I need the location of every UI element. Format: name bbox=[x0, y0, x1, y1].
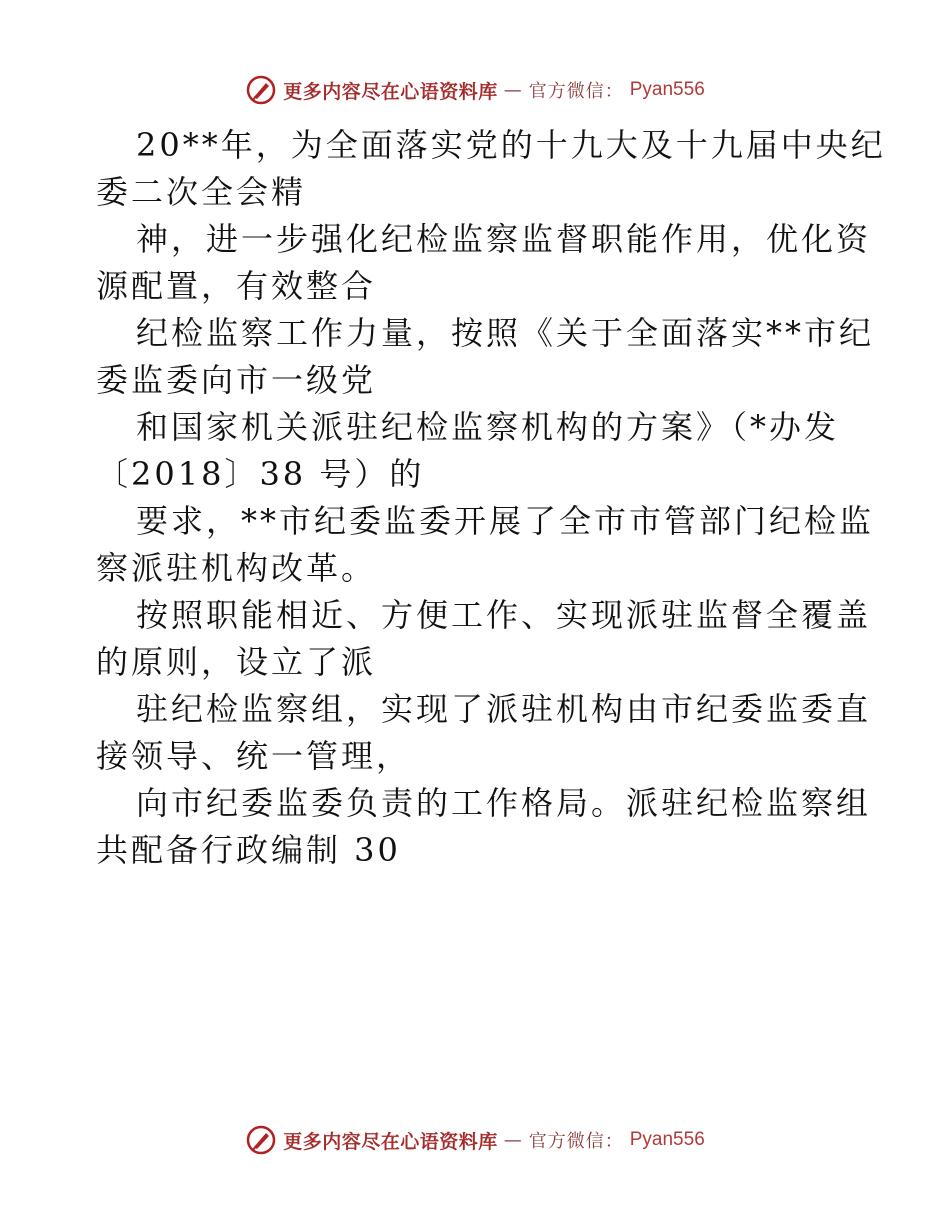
banner-label: 官方微信： bbox=[528, 1131, 624, 1152]
banner-dash: — bbox=[503, 79, 523, 101]
document-body bbox=[96, 122, 886, 874]
paragraph-line: 委二次全会精 bbox=[96, 173, 307, 211]
header-banner bbox=[0, 70, 950, 110]
paragraph-line: 共配备行政编制 30 bbox=[96, 831, 401, 869]
paragraph-line: 按照职能相近、方便工作、实现派驻监督全覆盖 bbox=[136, 596, 872, 634]
banner-prefix: 更多内容尽在心语资料库 bbox=[283, 80, 498, 103]
paragraph-line: 接领导、统一管理， bbox=[96, 737, 412, 775]
paragraph-line: 源配置，有效整合 bbox=[96, 267, 377, 305]
paragraph-line: 和国家机关派驻纪检监察机构的方案》（*办发 bbox=[136, 408, 840, 446]
paragraph-line: 纪检监察工作力量，按照《关于全面落实**市纪 bbox=[136, 314, 875, 352]
banner-prefix: 更多内容尽在心语资料库 bbox=[283, 1130, 498, 1153]
banner-label: 官方微信： bbox=[528, 81, 624, 102]
banner-handle: Pyan556 bbox=[629, 79, 705, 100]
quill-logo-icon bbox=[245, 1124, 277, 1156]
footer-banner bbox=[0, 1120, 950, 1160]
paragraph-line: 神，进一步强化纪检监察监督职能作用，优化资 bbox=[136, 220, 872, 258]
banner-dash: — bbox=[503, 1129, 523, 1151]
paragraph-line: 20**年，为全面落实党的十九大及十九届中央纪 bbox=[136, 126, 886, 164]
paragraph-line: 委监委向市一级党 bbox=[96, 361, 377, 399]
paragraph-line: 向市纪委监委负责的工作格局。派驻纪检监察组 bbox=[136, 784, 872, 822]
paragraph-line: 的原则，设立了派 bbox=[96, 643, 377, 681]
paragraph-line: 驻纪检监察组，实现了派驻机构由市纪委监委直 bbox=[136, 690, 872, 728]
banner-handle: Pyan556 bbox=[629, 1129, 705, 1150]
paragraph-line: 察派驻机构改革。 bbox=[96, 549, 377, 587]
paragraph-line: 〔2018〕38 号）的 bbox=[96, 455, 425, 493]
paragraph-line: 要求，**市纪委监委开展了全市市管部门纪检监 bbox=[136, 502, 875, 540]
quill-logo-icon bbox=[245, 74, 277, 106]
